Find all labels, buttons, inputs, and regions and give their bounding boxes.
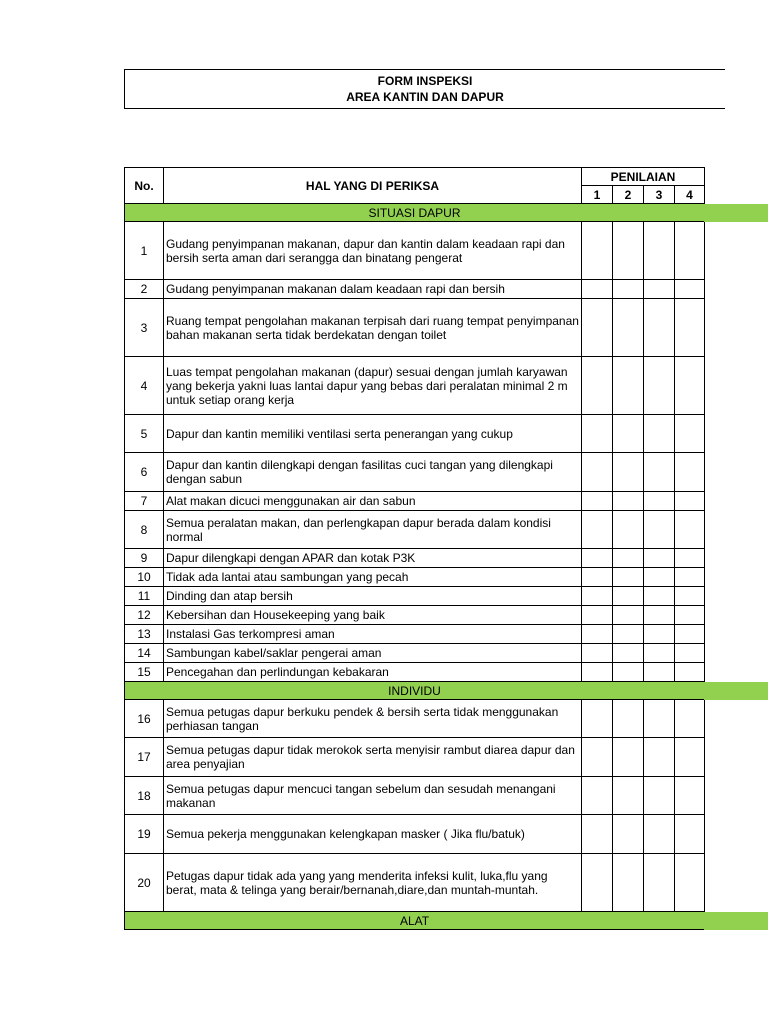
score-cell-2[interactable] (613, 415, 644, 453)
item-number: 14 (125, 644, 164, 663)
score-cell-2[interactable] (613, 299, 644, 357)
score-cell-3[interactable] (644, 700, 675, 738)
score-cell-3[interactable] (644, 587, 675, 606)
header-score-1: 1 (582, 186, 613, 204)
item-number: 19 (125, 815, 164, 854)
item-number: 5 (125, 415, 164, 453)
score-cell-3[interactable] (644, 625, 675, 644)
score-cell-3[interactable] (644, 280, 675, 299)
table-row (125, 625, 705, 644)
item-number: 16 (125, 700, 164, 738)
item-description: Petugas dapur tidak ada yang yang menderita infeksi kulit, luka,flu yang berat, mata & telinga yang berair/bernanah,diare,dan muntah-muntah. (164, 854, 582, 912)
item-number: 18 (125, 777, 164, 815)
item-number: 20 (125, 854, 164, 912)
table-row (125, 222, 705, 280)
score-cell-3[interactable] (644, 815, 675, 854)
score-cell-4[interactable] (675, 415, 705, 453)
score-cell-4[interactable] (675, 854, 705, 912)
score-cell-4[interactable] (675, 511, 705, 549)
score-cell-1[interactable] (582, 549, 613, 568)
item-description: Dapur dan kantin memiliki ventilasi serta penerangan yang cukup (164, 415, 582, 453)
score-cell-4[interactable] (675, 606, 705, 625)
item-description: Dinding dan atap bersih (164, 587, 582, 606)
form-title-box (124, 69, 725, 109)
score-cell-3[interactable] (644, 511, 675, 549)
score-cell-4[interactable] (675, 700, 705, 738)
inspection-table (124, 167, 705, 930)
item-description: Semua petugas dapur berkuku pendek & bersih serta tidak menggunakan perhiasan tangan (164, 700, 582, 738)
score-cell-1[interactable] (582, 606, 613, 625)
score-cell-3[interactable] (644, 549, 675, 568)
score-cell-1[interactable] (582, 644, 613, 663)
section-row (125, 912, 705, 930)
score-cell-1[interactable] (582, 280, 613, 299)
item-number: 3 (125, 299, 164, 357)
item-number: 10 (125, 568, 164, 587)
score-cell-2[interactable] (613, 568, 644, 587)
score-cell-2[interactable] (613, 738, 644, 777)
score-cell-2[interactable] (613, 815, 644, 854)
score-cell-2[interactable] (613, 644, 644, 663)
score-cell-3[interactable] (644, 492, 675, 511)
table-row (125, 549, 705, 568)
score-cell-1[interactable] (582, 299, 613, 357)
section-title: ALAT (125, 912, 705, 930)
score-cell-1[interactable] (582, 568, 613, 587)
header-score-4: 4 (675, 186, 705, 204)
section-title: INDIVIDU (125, 682, 705, 700)
item-description: Luas tempat pengolahan makanan (dapur) sesuai dengan jumlah karyawan yang bekerja yakni luas lantai dapur yang bebas dari peralatan minimal 2 m untuk setiap orang kerja (164, 357, 582, 415)
score-cell-3[interactable] (644, 453, 675, 492)
score-cell-3[interactable] (644, 222, 675, 280)
header-no: No. (125, 168, 164, 204)
item-description: Kebersihan dan Housekeeping yang baik (164, 606, 582, 625)
score-cell-3[interactable] (644, 357, 675, 415)
score-cell-4[interactable] (675, 453, 705, 492)
score-cell-3[interactable] (644, 663, 675, 682)
item-number: 8 (125, 511, 164, 549)
table-row (125, 777, 705, 815)
score-cell-4[interactable] (675, 568, 705, 587)
section-row (125, 682, 705, 700)
score-cell-4[interactable] (675, 222, 705, 280)
score-cell-1[interactable] (582, 625, 613, 644)
score-cell-3[interactable] (644, 644, 675, 663)
score-cell-4[interactable] (675, 492, 705, 511)
score-cell-3[interactable] (644, 299, 675, 357)
score-cell-4[interactable] (675, 625, 705, 644)
item-description: Tidak ada lantai atau sambungan yang pecah (164, 568, 582, 587)
score-cell-1[interactable] (582, 511, 613, 549)
section-bar-extension (704, 204, 768, 222)
item-number: 4 (125, 357, 164, 415)
score-cell-1[interactable] (582, 453, 613, 492)
item-description: Semua petugas dapur tidak merokok serta menyisir rambut diarea dapur dan area penyajian (164, 738, 582, 777)
score-cell-3[interactable] (644, 415, 675, 453)
score-cell-2[interactable] (613, 777, 644, 815)
item-number: 9 (125, 549, 164, 568)
score-cell-4[interactable] (675, 644, 705, 663)
score-cell-4[interactable] (675, 815, 705, 854)
table-row (125, 700, 705, 738)
score-cell-2[interactable] (613, 280, 644, 299)
score-cell-3[interactable] (644, 606, 675, 625)
score-cell-1[interactable] (582, 777, 613, 815)
item-number: 1 (125, 222, 164, 280)
item-description: Dapur dan kantin dilengkapi dengan fasilitas cuci tangan yang dilengkapi dengan sabun (164, 453, 582, 492)
score-cell-1[interactable] (582, 222, 613, 280)
score-cell-3[interactable] (644, 854, 675, 912)
table-row (125, 606, 705, 625)
item-description: Instalasi Gas terkompresi aman (164, 625, 582, 644)
table-row (125, 738, 705, 777)
item-number: 17 (125, 738, 164, 777)
table-row (125, 511, 705, 549)
header-penilaian: PENILAIAN (582, 168, 705, 186)
item-description: Ruang tempat pengolahan makanan terpisah dari ruang tempat penyimpanan bahan makanan serta tidak berdekatan dengan toilet (164, 299, 582, 357)
header-hal: HAL YANG DI PERIKSA (164, 168, 582, 204)
score-cell-2[interactable] (613, 549, 644, 568)
score-cell-4[interactable] (675, 357, 705, 415)
score-cell-4[interactable] (675, 280, 705, 299)
item-number: 13 (125, 625, 164, 644)
table-row (125, 415, 705, 453)
item-description: Gudang penyimpanan makanan, dapur dan kantin dalam keadaan rapi dan bersih serta aman dari serangga dan binatang pengerat (164, 222, 582, 280)
score-cell-4[interactable] (675, 738, 705, 777)
score-cell-4[interactable] (675, 299, 705, 357)
header-score-3: 3 (644, 186, 675, 204)
score-cell-1[interactable] (582, 415, 613, 453)
form-title-line1: FORM INSPEKSI (377, 74, 473, 88)
score-cell-2[interactable] (613, 453, 644, 492)
table-row (125, 854, 705, 912)
table-row (125, 357, 705, 415)
score-cell-3[interactable] (644, 568, 675, 587)
score-cell-1[interactable] (582, 815, 613, 854)
score-cell-2[interactable] (613, 357, 644, 415)
score-cell-4[interactable] (675, 549, 705, 568)
score-cell-1[interactable] (582, 357, 613, 415)
section-title: SITUASI DAPUR (125, 204, 705, 222)
item-number: 15 (125, 663, 164, 682)
score-cell-2[interactable] (613, 700, 644, 738)
item-number: 7 (125, 492, 164, 511)
score-cell-2[interactable] (613, 606, 644, 625)
item-description: Alat makan dicuci menggunakan air dan sabun (164, 492, 582, 511)
score-cell-4[interactable] (675, 663, 705, 682)
table-row (125, 299, 705, 357)
item-description: Gudang penyimpanan makanan dalam keadaan rapi dan bersih (164, 280, 582, 299)
score-cell-4[interactable] (675, 777, 705, 815)
score-cell-1[interactable] (582, 492, 613, 511)
score-cell-1[interactable] (582, 587, 613, 606)
item-number: 2 (125, 280, 164, 299)
item-description: Pencegahan dan perlindungan kebakaran (164, 663, 582, 682)
item-description: Dapur dilengkapi dengan APAR dan kotak P3K (164, 549, 582, 568)
score-cell-2[interactable] (613, 587, 644, 606)
score-cell-3[interactable] (644, 777, 675, 815)
score-cell-2[interactable] (613, 625, 644, 644)
score-cell-2[interactable] (613, 222, 644, 280)
table-row (125, 568, 705, 587)
score-cell-1[interactable] (582, 854, 613, 912)
item-number: 11 (125, 587, 164, 606)
score-cell-2[interactable] (613, 854, 644, 912)
score-cell-1[interactable] (582, 700, 613, 738)
score-cell-2[interactable] (613, 511, 644, 549)
table-row (125, 587, 705, 606)
score-cell-2[interactable] (613, 663, 644, 682)
table-row (125, 644, 705, 663)
score-cell-1[interactable] (582, 663, 613, 682)
table-row (125, 815, 705, 854)
section-bar-extension (704, 912, 768, 930)
score-cell-3[interactable] (644, 738, 675, 777)
score-cell-4[interactable] (675, 587, 705, 606)
item-description: Semua pekerja menggunakan kelengkapan masker ( Jika flu/batuk) (164, 815, 582, 854)
item-description: Semua peralatan makan, dan perlengkapan dapur berada dalam kondisi normal (164, 511, 582, 549)
score-cell-1[interactable] (582, 738, 613, 777)
item-number: 6 (125, 453, 164, 492)
item-number: 12 (125, 606, 164, 625)
table-row (125, 280, 705, 299)
section-row (125, 204, 705, 222)
section-bar-extension (704, 682, 768, 700)
table-row (125, 663, 705, 682)
item-description: Semua petugas dapur mencuci tangan sebelum dan sesudah menangani makanan (164, 777, 582, 815)
score-cell-2[interactable] (613, 492, 644, 511)
header-score-2: 2 (613, 186, 644, 204)
table-row (125, 453, 705, 492)
table-row (125, 492, 705, 511)
item-description: Sambungan kabel/saklar pengerai aman (164, 644, 582, 663)
form-title-line2: AREA KANTIN DAN DAPUR (346, 90, 504, 104)
